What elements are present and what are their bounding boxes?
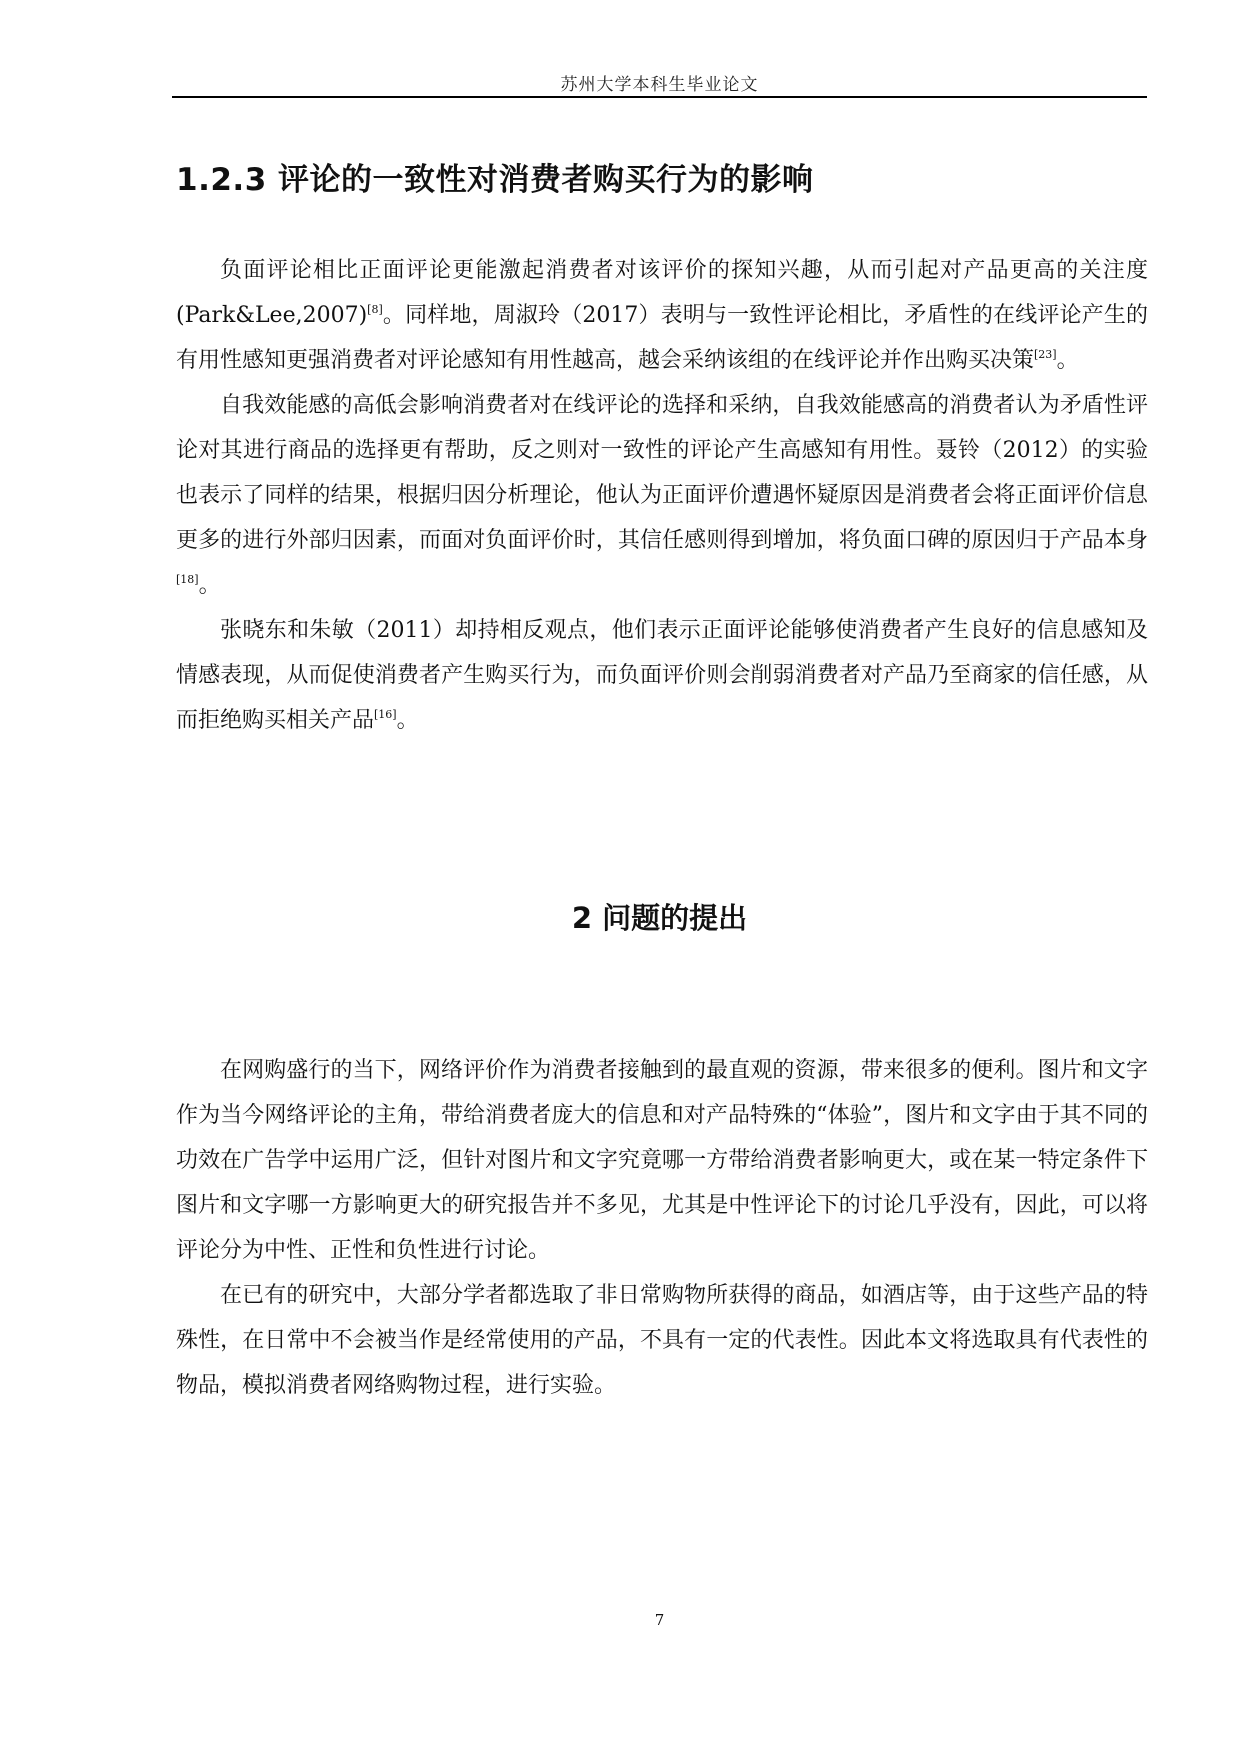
citation: [16] <box>374 708 397 721</box>
citation: [8] <box>367 303 383 316</box>
header-rule <box>172 96 1147 98</box>
paragraph <box>176 383 1148 608</box>
page-number: 7 <box>654 1611 665 1629</box>
section-heading-1-2-3: 1.2.3 评论的一致性对消费者购买行为的影响 <box>176 161 814 198</box>
citation: [23] <box>1034 348 1057 361</box>
citation: [18] <box>176 573 199 586</box>
paragraph <box>176 1273 1148 1408</box>
paragraph <box>176 1048 1148 1273</box>
chapter-heading-2: 2 问题的提出 <box>571 901 748 936</box>
paragraph-text: 在网购盛行的当下，网络评价作为消费者接触到的最直观的资源，带来很多的便利。图片和文字作为当今网络评论的主角，带给消费者庞大的信息和对产品特殊的“体验”，图片和文字由于其不同的功效在广告学中运用广泛，但针对图片和文字究竟哪一方带给消费者影响更大，或在某一特定条件下图片和文字哪一方影响更大的研究报告并不多见，尤其是中性评论下的讨论几乎没有，因此，可以将评论分为中性、正性和负性进行讨论。 <box>176 1058 1148 1263</box>
running-header: 苏州大学本科生毕业论文 <box>560 75 759 95</box>
paragraph-text: 自我效能感的高低会影响消费者对在线评论的选择和采纳，自我效能感高的消费者认为矛盾性评论对其进行商品的选择更有帮助，反之则对一致性的评论产生高感知有用性。聂铃（2012）的实验也表示了同样的结果，根据归因分析理论，他认为正面评价遭遇怀疑原因是消费者会将正面评价信息更多的进行外部归因素，而面对负面评价时，其信任感则得到增加，将负面口碑的原因归于产品本身 <box>176 393 1148 553</box>
chapter-2-body <box>176 1048 1148 1408</box>
paragraph-text: 在已有的研究中，大部分学者都选取了非日常购物所获得的商品，如酒店等，由于这些产品的特殊性，在日常中不会被当作是经常使用的产品，不具有一定的代表性。因此本文将选取具有代表性的物品，模拟消费者网络购物过程，进行实验。 <box>176 1283 1148 1398</box>
paragraph-text: 张晓东和朱敏（2011）却持相反观点，他们表示正面评论能够使消费者产生良好的信息感知及情感表现，从而促使消费者产生购买行为，而负面评价则会削弱消费者对产品乃至商家的信任感，从而拒绝购买相关产品 <box>176 618 1148 733</box>
paragraph <box>176 608 1148 743</box>
paragraph-text: 。 <box>396 708 419 733</box>
paragraph-text: 。 <box>1056 348 1079 373</box>
paragraph-text: 。同样地，周淑玲（2017）表明与一致性评论相比，矛盾性的在线评论产生的有用性感知更强消费者对评论感知有用性越高，越会采纳该组的在线评论并作出购买决策 <box>176 303 1148 373</box>
paragraph-text: 负面评论相比正面评论更能激起消费者对该评价的探知兴趣，从而引起对产品更高的关注度 (Park&Lee,2007) <box>176 258 1148 328</box>
paragraph-text: 。 <box>198 573 221 598</box>
section-1-2-3-body <box>176 248 1148 743</box>
paragraph <box>176 248 1148 383</box>
